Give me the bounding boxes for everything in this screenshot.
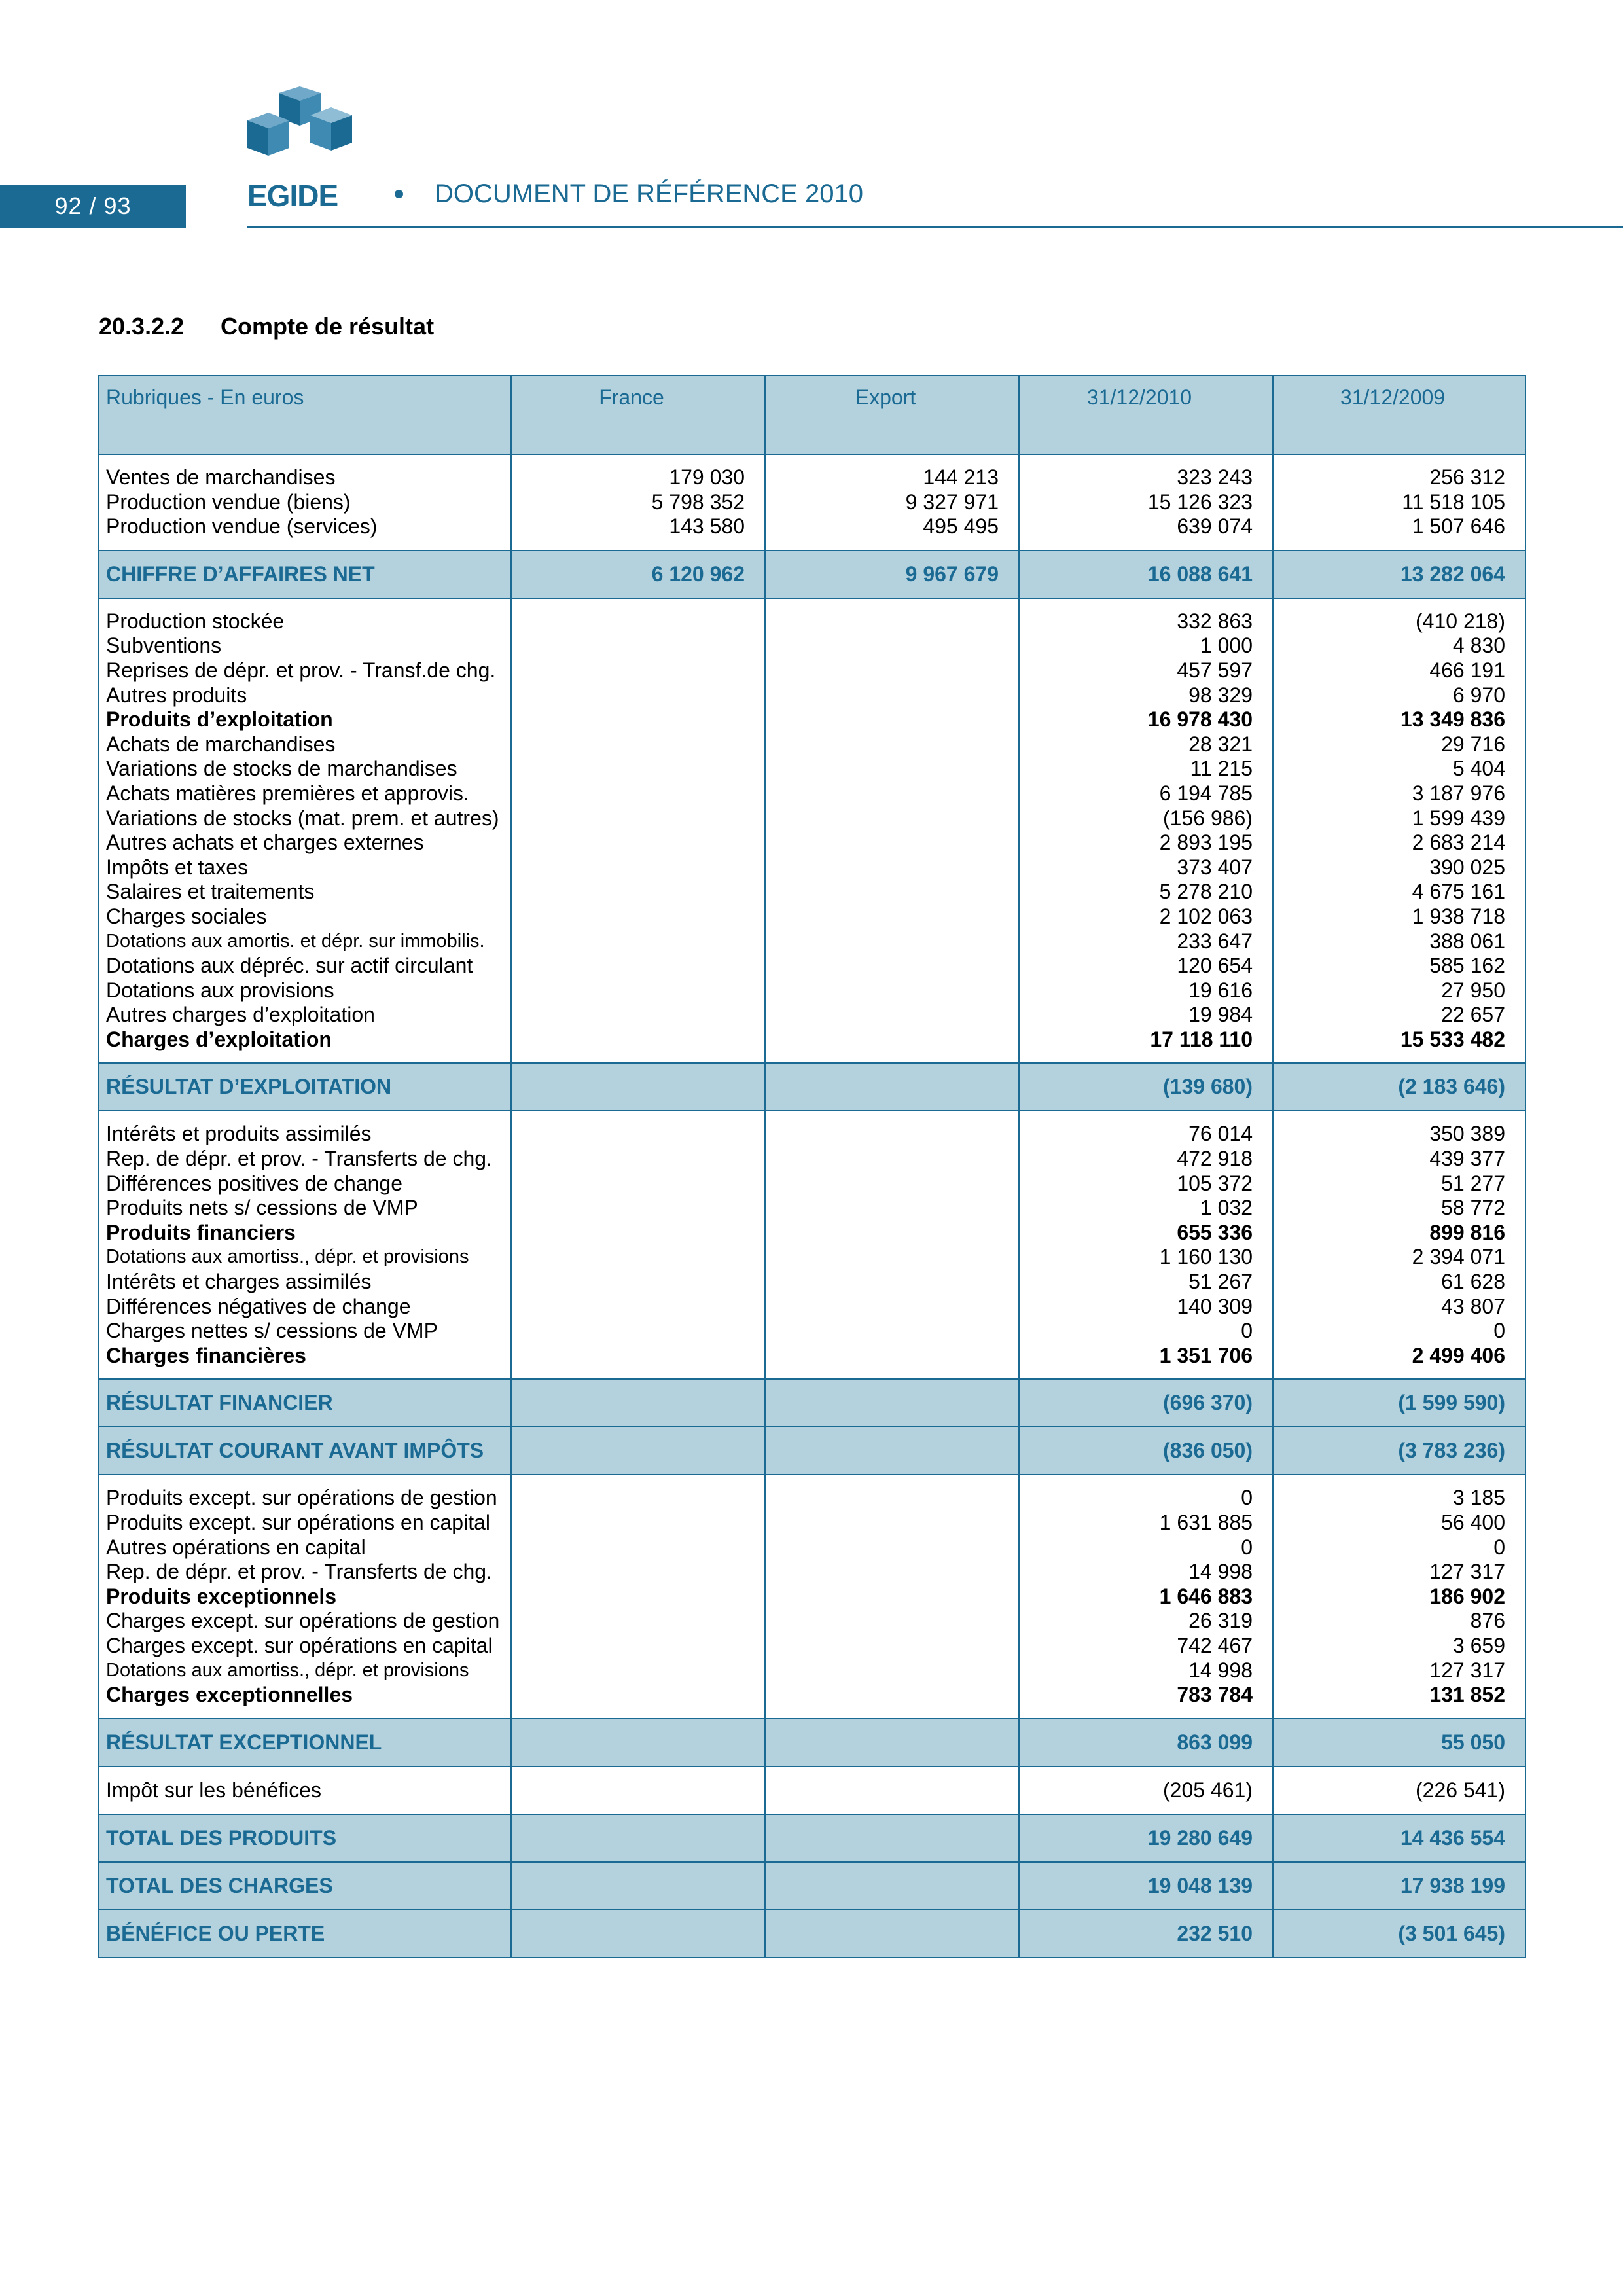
row-value	[518, 708, 745, 732]
row-value: 15 126 323	[1147, 490, 1253, 514]
total-value-france	[511, 1379, 765, 1427]
row-value: 466 191	[1429, 658, 1505, 682]
row-value: 186 902	[1429, 1584, 1505, 1608]
row-value: 0	[1241, 1486, 1253, 1510]
total-label: CHIFFRE D’AFFAIRES NET	[99, 550, 511, 598]
row-value	[772, 708, 999, 732]
total-value-y2010: 232 510	[1019, 1910, 1273, 1958]
row-value: 3 185	[1452, 1486, 1505, 1510]
row-label: Dotations aux amortiss., dépr. et provisions	[106, 1246, 469, 1268]
row-label: Achats matières premières et approvis.	[106, 781, 469, 805]
total-row	[99, 1862, 1525, 1910]
values-cell-y2009	[1273, 598, 1525, 1064]
total-value-y2009: 14 436 554	[1273, 1814, 1525, 1862]
row-value	[772, 1659, 999, 1683]
row-value: 332 863	[1177, 609, 1253, 633]
page-number: 92 / 93	[0, 185, 186, 228]
row-value: 233 647	[1177, 929, 1253, 953]
values-cell-y2009	[1273, 454, 1525, 550]
row-value	[518, 1172, 745, 1196]
row-label: Charges d’exploitation	[106, 1027, 332, 1051]
row-label: Charges exceptionnelles	[106, 1683, 353, 1707]
row-label: Autres achats et charges externes	[106, 831, 424, 855]
row-value: 15 533 482	[1400, 1027, 1505, 1051]
row-value: 373 407	[1177, 855, 1253, 879]
income-statement-table	[98, 375, 1526, 1958]
column-header: Export	[765, 376, 1019, 454]
row-label: Produits nets s/ cessions de VMP	[106, 1196, 418, 1220]
row-label: Rep. de dépr. et prov. - Transferts de chg.	[106, 1147, 492, 1171]
table-row	[99, 1767, 1525, 1814]
row-label: Charges nettes s/ cessions de VMP	[106, 1319, 438, 1343]
total-value-france	[511, 1814, 765, 1862]
row-value: 51 267	[1188, 1270, 1253, 1294]
row-value	[518, 1511, 745, 1535]
row-value	[518, 1245, 745, 1270]
row-labels-cell	[99, 1475, 511, 1718]
row-value: 0	[1241, 1319, 1253, 1343]
row-value: 105 372	[1177, 1171, 1253, 1195]
total-label: RÉSULTAT FINANCIER	[99, 1379, 511, 1427]
row-value: 179 030	[669, 465, 745, 489]
row-value: 2 394 071	[1412, 1245, 1505, 1269]
row-value: 5 404	[1452, 757, 1505, 781]
total-value-export	[765, 1379, 1019, 1427]
total-row	[99, 1427, 1525, 1475]
row-label: Production stockée	[106, 609, 285, 633]
row-label: Charges except. sur opérations de gestion	[106, 1609, 500, 1633]
row-value: 140 309	[1177, 1294, 1253, 1318]
row-value: 28 321	[1188, 732, 1253, 756]
total-row	[99, 1063, 1525, 1111]
row-value	[772, 905, 999, 929]
total-value-y2009: (1 599 590)	[1273, 1379, 1525, 1427]
row-value: 457 597	[1177, 658, 1253, 682]
row-value	[772, 1245, 999, 1270]
total-label: RÉSULTAT D’EXPLOITATION	[99, 1063, 511, 1111]
row-value	[772, 929, 999, 954]
row-value: 390 025	[1429, 855, 1505, 879]
row-value: (156 986)	[1163, 806, 1253, 830]
row-value: 388 061	[1429, 929, 1505, 953]
line-item-group	[99, 1111, 1525, 1379]
row-value	[518, 978, 745, 1003]
total-value-y2010: 19 280 649	[1019, 1814, 1273, 1862]
row-value: 19 616	[1188, 978, 1253, 1002]
row-value	[772, 1560, 999, 1585]
values-cell-y2010	[1019, 1475, 1273, 1718]
row-value	[518, 609, 745, 634]
row-value: 17 118 110	[1150, 1027, 1253, 1051]
values-cell-y2010	[1019, 454, 1273, 550]
total-label: Impôt sur les bénéfices	[99, 1767, 511, 1814]
title-bullet	[395, 190, 403, 198]
row-value: 439 377	[1429, 1147, 1505, 1171]
row-value: 323 243	[1177, 465, 1253, 489]
row-value: 6 194 785	[1159, 781, 1253, 805]
row-value	[518, 1122, 745, 1147]
row-value: 5 798 352	[651, 490, 745, 514]
column-header: 31/12/2009	[1273, 376, 1525, 454]
row-value: 6 970	[1452, 683, 1505, 707]
row-value	[772, 609, 999, 634]
total-value-y2010: (139 680)	[1019, 1063, 1273, 1111]
row-value	[772, 634, 999, 658]
section-title: Compte de résultat	[221, 313, 435, 340]
values-cell-y2009	[1273, 1475, 1525, 1718]
row-label: Intérêts et charges assimilés	[106, 1270, 372, 1294]
row-label: Ventes de marchandises	[106, 465, 336, 489]
row-label: Charges except. sur opérations en capital	[106, 1633, 493, 1657]
row-value: 585 162	[1429, 954, 1505, 978]
table-header-row	[99, 376, 1525, 454]
row-value: 19 984	[1188, 1003, 1253, 1027]
row-value: 127 317	[1429, 1560, 1505, 1584]
row-value: 13 349 836	[1400, 708, 1505, 732]
row-value	[772, 1319, 999, 1344]
row-value: 4 675 161	[1412, 880, 1505, 904]
row-value: 899 816	[1429, 1220, 1505, 1244]
total-value-y2009: (3 501 645)	[1273, 1910, 1525, 1958]
row-value	[518, 1147, 745, 1172]
row-value: 1 631 885	[1159, 1511, 1253, 1534]
total-value-y2009: (226 541)	[1273, 1767, 1525, 1814]
row-value	[772, 1511, 999, 1535]
row-value: 639 074	[1177, 514, 1253, 539]
total-label: TOTAL DES CHARGES	[99, 1862, 511, 1910]
section-heading	[99, 313, 434, 340]
row-value	[772, 732, 999, 757]
row-value: 120 654	[1177, 954, 1253, 978]
row-value: 29 716	[1441, 732, 1505, 756]
row-value	[518, 1560, 745, 1585]
total-value-export: 9 967 679	[765, 550, 1019, 598]
row-value	[772, 1028, 999, 1052]
total-value-france	[511, 1767, 765, 1814]
row-value: 11 215	[1190, 757, 1253, 781]
document-title: DOCUMENT DE RÉFÉRENCE 2010	[435, 179, 863, 208]
row-value	[518, 1609, 745, 1634]
row-value: 1 351 706	[1159, 1343, 1253, 1367]
row-value: 0	[1241, 1535, 1253, 1559]
row-value: 16 978 430	[1147, 708, 1253, 732]
total-row	[99, 1379, 1525, 1427]
row-value	[772, 658, 999, 683]
row-label: Dotations aux amortiss., dépr. et provisions	[106, 1659, 469, 1681]
total-value-y2009: 17 938 199	[1273, 1862, 1525, 1910]
row-label: Variations de stocks de marchandises	[106, 757, 457, 781]
row-value	[772, 1535, 999, 1560]
total-label: RÉSULTAT EXCEPTIONNEL	[99, 1719, 511, 1767]
row-label: Variations de stocks (mat. prem. et autres)	[106, 806, 499, 830]
row-value: 4 830	[1452, 634, 1505, 658]
row-label: Produits exceptionnels	[106, 1584, 337, 1608]
total-value-france	[511, 1427, 765, 1475]
row-label: Reprises de dépr. et prov. - Transf.de chg.	[106, 658, 496, 682]
row-label: Dotations aux dépréc. sur actif circulant	[106, 954, 473, 978]
row-label: Autres produits	[106, 683, 247, 707]
row-value: 256 312	[1429, 465, 1505, 489]
row-value: 1 938 718	[1412, 904, 1505, 928]
row-value: 51 277	[1441, 1171, 1505, 1195]
row-value	[518, 1344, 745, 1369]
total-value-y2010: (696 370)	[1019, 1379, 1273, 1427]
row-label: Autres opérations en capital	[106, 1535, 366, 1559]
row-value: 98 329	[1188, 683, 1253, 707]
row-value	[772, 1634, 999, 1659]
row-value: 5 278 210	[1159, 880, 1253, 904]
row-value	[772, 1122, 999, 1147]
row-label: Différences négatives de change	[106, 1294, 411, 1318]
total-value-france	[511, 1063, 765, 1111]
row-value	[772, 1344, 999, 1369]
row-value	[518, 781, 745, 806]
row-value	[518, 658, 745, 683]
row-label: Produits except. sur opérations de gestion	[106, 1486, 497, 1510]
total-value-export	[765, 1910, 1019, 1958]
total-value-france	[511, 1719, 765, 1767]
row-value: 472 918	[1177, 1147, 1253, 1171]
row-value: 61 628	[1441, 1270, 1505, 1294]
row-value: 0	[1493, 1319, 1505, 1343]
row-value	[772, 683, 999, 708]
row-labels-cell	[99, 1111, 511, 1379]
values-cell-y2009	[1273, 1111, 1525, 1379]
total-value-y2009: 55 050	[1273, 1719, 1525, 1767]
row-value	[518, 1683, 745, 1708]
row-value	[518, 1486, 745, 1511]
row-label: Production vendue (services)	[106, 514, 378, 539]
total-row	[99, 550, 1525, 598]
row-value	[772, 781, 999, 806]
row-label: Dotations aux provisions	[106, 978, 334, 1002]
section-number: 20.3.2.2	[99, 313, 185, 340]
row-value: 2 893 195	[1159, 831, 1253, 855]
row-value: 11 518 105	[1402, 490, 1505, 514]
row-value: 1 032	[1200, 1196, 1253, 1220]
total-value-france	[511, 1862, 765, 1910]
row-value: 2 499 406	[1412, 1343, 1505, 1367]
row-label: Impôts et taxes	[106, 855, 248, 879]
row-value	[518, 1634, 745, 1659]
total-value-export	[765, 1719, 1019, 1767]
row-value	[518, 855, 745, 880]
total-value-y2009: (2 183 646)	[1273, 1063, 1525, 1111]
line-item-group	[99, 598, 1525, 1064]
row-value	[772, 1609, 999, 1634]
row-value	[772, 1585, 999, 1609]
row-value: 350 389	[1429, 1122, 1505, 1146]
row-value	[772, 1003, 999, 1028]
row-value	[772, 831, 999, 855]
row-value	[518, 929, 745, 954]
row-value: 14 998	[1188, 1560, 1253, 1584]
row-label: Produits except. sur opérations en capital	[106, 1511, 490, 1534]
row-value	[518, 683, 745, 708]
total-value-y2010: 16 088 641	[1019, 550, 1273, 598]
row-value	[772, 1486, 999, 1511]
row-value	[772, 1683, 999, 1708]
total-value-y2010: 19 048 139	[1019, 1862, 1273, 1910]
row-label: Achats de marchandises	[106, 732, 336, 756]
row-value: 131 852	[1429, 1683, 1505, 1707]
row-value: 876	[1470, 1609, 1505, 1633]
row-value	[772, 806, 999, 831]
column-header: France	[511, 376, 765, 454]
row-value	[518, 831, 745, 855]
row-value: (410 218)	[1416, 609, 1505, 633]
row-label: Subventions	[106, 634, 222, 658]
values-cell-export	[765, 1111, 1019, 1379]
brand-wordmark: EGIDE	[247, 179, 338, 213]
total-value-export	[765, 1814, 1019, 1862]
row-value: 76 014	[1188, 1122, 1253, 1146]
row-value: 127 317	[1429, 1658, 1505, 1682]
total-value-france	[511, 1910, 765, 1958]
row-value: 2 683 214	[1412, 831, 1505, 855]
total-value-y2010: (205 461)	[1019, 1767, 1273, 1814]
row-value: 0	[1493, 1535, 1505, 1559]
row-value	[518, 757, 745, 781]
row-value	[518, 1196, 745, 1221]
row-label: Dotations aux amortis. et dépr. sur immobilis.	[106, 930, 485, 952]
row-value	[518, 1028, 745, 1052]
values-cell-y2010	[1019, 598, 1273, 1064]
total-value-export	[765, 1767, 1019, 1814]
row-value	[772, 757, 999, 781]
row-value: 56 400	[1441, 1511, 1505, 1534]
row-label: Intérêts et produits assimilés	[106, 1122, 372, 1146]
row-labels-cell	[99, 598, 511, 1064]
values-cell-export	[765, 454, 1019, 550]
row-value	[518, 1295, 745, 1319]
row-value	[772, 1221, 999, 1246]
total-row	[99, 1910, 1525, 1958]
row-value	[518, 905, 745, 929]
total-row	[99, 1719, 1525, 1767]
line-item-group	[99, 1475, 1525, 1718]
row-value: 495 495	[923, 514, 999, 539]
total-value-export	[765, 1063, 1019, 1111]
total-value-y2009: 13 282 064	[1273, 550, 1525, 598]
values-cell-export	[765, 1475, 1019, 1718]
row-value: 27 950	[1441, 978, 1505, 1002]
row-value	[518, 806, 745, 831]
row-value: 1 160 130	[1159, 1245, 1253, 1269]
row-value: 783 784	[1177, 1683, 1253, 1707]
row-label: Différences positives de change	[106, 1171, 403, 1195]
row-value: 3 659	[1452, 1633, 1505, 1657]
total-row	[99, 1814, 1525, 1862]
row-value	[518, 1003, 745, 1028]
total-label: BÉNÉFICE OU PERTE	[99, 1910, 511, 1958]
values-cell-y2010	[1019, 1111, 1273, 1379]
row-value: 22 657	[1441, 1003, 1505, 1027]
row-value	[518, 1659, 745, 1683]
row-value: 144 213	[923, 465, 999, 489]
row-label: Production vendue (biens)	[106, 490, 351, 514]
row-labels-cell	[99, 454, 511, 550]
row-value: 43 807	[1441, 1294, 1505, 1318]
row-value: 143 580	[669, 514, 745, 539]
total-label: TOTAL DES PRODUITS	[99, 1814, 511, 1862]
total-value-y2009: (3 783 236)	[1273, 1427, 1525, 1475]
row-value: 14 998	[1188, 1658, 1253, 1682]
values-cell-france	[511, 1475, 765, 1718]
column-header: 31/12/2010	[1019, 376, 1273, 454]
row-value	[772, 1295, 999, 1319]
row-label: Autres charges d’exploitation	[106, 1003, 375, 1027]
row-label: Charges sociales	[106, 904, 267, 928]
total-value-export	[765, 1862, 1019, 1910]
total-value-y2010: 863 099	[1019, 1719, 1273, 1767]
total-label: RÉSULTAT COURANT AVANT IMPÔTS	[99, 1427, 511, 1475]
row-value	[518, 732, 745, 757]
row-value	[772, 978, 999, 1003]
values-cell-france	[511, 598, 765, 1064]
column-header: Rubriques - En euros	[99, 376, 511, 454]
row-value	[518, 1221, 745, 1246]
row-value: 26 319	[1188, 1609, 1253, 1633]
row-label: Charges financières	[106, 1343, 306, 1367]
row-value	[518, 954, 745, 978]
row-value	[518, 1270, 745, 1295]
row-label: Rep. de dépr. et prov. - Transferts de chg.	[106, 1560, 492, 1584]
row-value: 1 646 883	[1159, 1584, 1253, 1608]
row-label: Produits d’exploitation	[106, 708, 333, 732]
values-cell-france	[511, 1111, 765, 1379]
values-cell-france	[511, 454, 765, 550]
row-value: 1 599 439	[1412, 806, 1505, 830]
row-value: 9 327 971	[905, 490, 999, 514]
row-value: 1 507 646	[1412, 514, 1505, 539]
row-value: 2 102 063	[1159, 904, 1253, 928]
row-value	[518, 1535, 745, 1560]
row-value: 655 336	[1177, 1220, 1253, 1244]
row-value	[772, 1147, 999, 1172]
row-value	[518, 1319, 745, 1344]
total-value-export	[765, 1427, 1019, 1475]
row-value	[772, 1172, 999, 1196]
row-value: 3 187 976	[1412, 781, 1505, 805]
line-item-group	[99, 454, 1525, 550]
row-value	[772, 1270, 999, 1295]
row-value	[772, 880, 999, 905]
row-value: 1 000	[1200, 634, 1253, 658]
row-value	[518, 634, 745, 658]
row-value: 58 772	[1441, 1196, 1505, 1220]
row-value	[518, 1585, 745, 1609]
values-cell-export	[765, 598, 1019, 1064]
row-label: Salaires et traitements	[106, 880, 315, 904]
row-value: 742 467	[1177, 1633, 1253, 1657]
total-value-france: 6 120 962	[511, 550, 765, 598]
row-value	[772, 855, 999, 880]
header-rule	[247, 226, 1623, 228]
total-value-y2010: (836 050)	[1019, 1427, 1273, 1475]
row-value	[772, 1196, 999, 1221]
row-value	[772, 954, 999, 978]
row-label: Produits financiers	[106, 1220, 296, 1244]
row-value	[518, 880, 745, 905]
